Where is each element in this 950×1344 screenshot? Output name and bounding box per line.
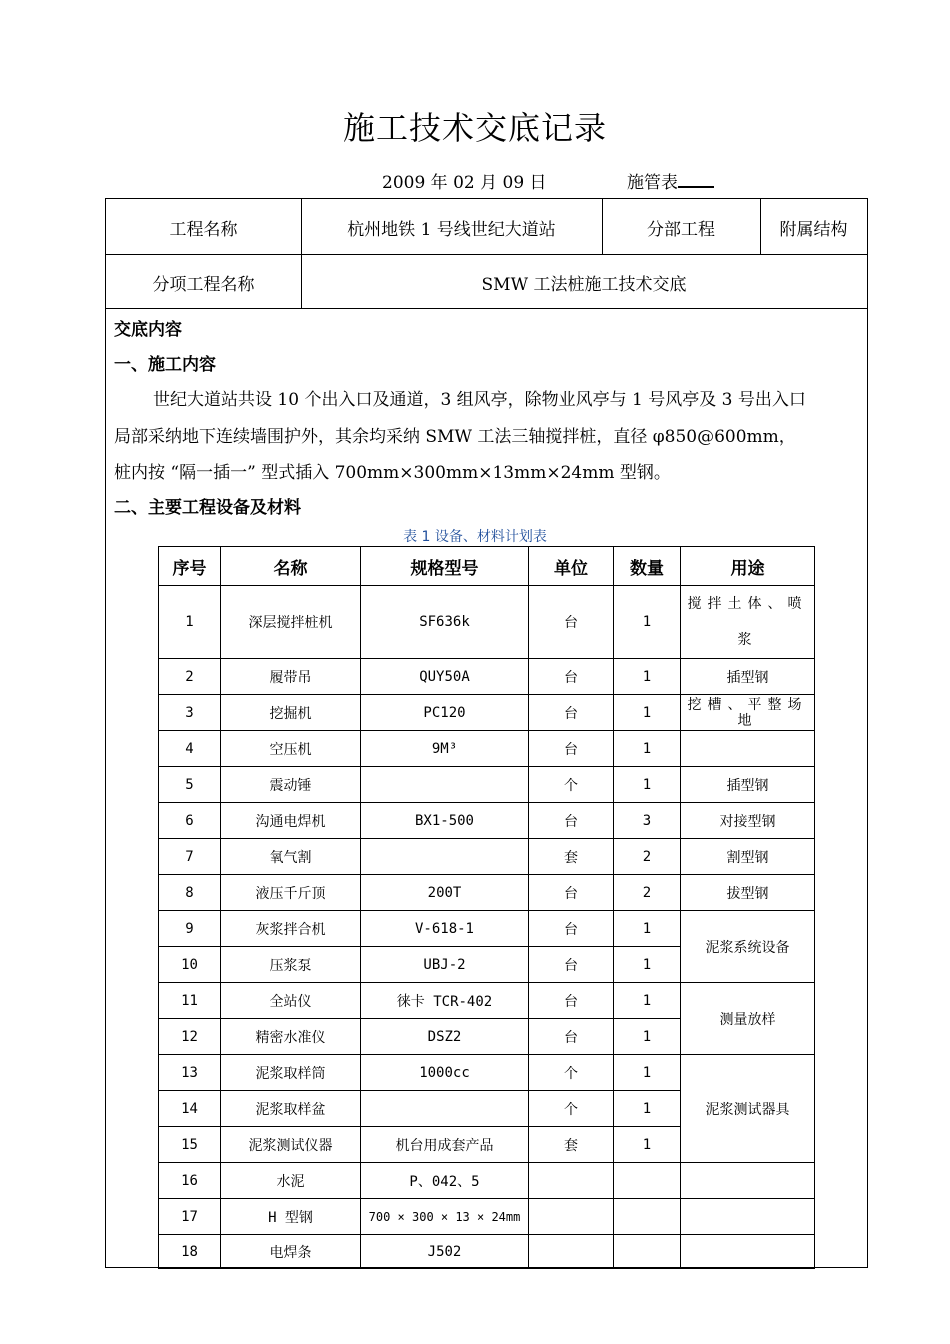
row-unit: 套 xyxy=(529,1127,614,1163)
row-usage: 插型钢 xyxy=(681,767,815,803)
row-name: H 型钢 xyxy=(221,1199,361,1235)
row-index: 5 xyxy=(159,767,221,803)
table-row xyxy=(159,1199,815,1235)
project-name-value: 杭州地铁 1 号线世纪大道站 xyxy=(347,220,556,240)
row-usage: 搅拌土体、喷浆 xyxy=(681,586,815,659)
row-name: 空压机 xyxy=(221,731,361,767)
table-row xyxy=(159,659,815,695)
row-qty: 1 xyxy=(614,947,681,983)
row-index: 4 xyxy=(159,731,221,767)
row-usage-merged: 泥浆系统设备 xyxy=(681,911,815,983)
subitem-value: SMW 工法桩施工技术交底 xyxy=(481,275,687,295)
row-qty xyxy=(614,1163,681,1199)
row-spec: BX1-500 xyxy=(361,803,529,839)
row-usage xyxy=(681,1199,815,1235)
row-spec: 机台用成套产品 xyxy=(361,1127,529,1163)
row-unit: 套 xyxy=(529,839,614,875)
row-index: 14 xyxy=(159,1091,221,1127)
row-spec: 9M³ xyxy=(361,731,529,767)
row-name: 全站仪 xyxy=(221,983,361,1019)
row-spec xyxy=(361,767,529,803)
row-spec: 徕卡 TCR-402 xyxy=(361,983,529,1019)
row-usage-merged: 测量放样 xyxy=(681,983,815,1055)
section-1-title: 一、施工内容 xyxy=(114,355,216,375)
row-usage: 割型钢 xyxy=(681,839,815,875)
table-row xyxy=(159,839,815,875)
row-usage: 拔型钢 xyxy=(681,875,815,911)
row-spec: J502 xyxy=(361,1235,529,1269)
row-spec xyxy=(361,839,529,875)
section-2-title: 二、主要工程设备及材料 xyxy=(114,498,301,518)
row-usage-merged: 泥浆测试器具 xyxy=(681,1055,815,1163)
row-usage: 插型钢 xyxy=(681,659,815,695)
table-row xyxy=(159,803,815,839)
row-unit: 个 xyxy=(529,1091,614,1127)
row-index: 13 xyxy=(159,1055,221,1091)
form-label-text: 施管表 xyxy=(627,173,678,193)
row-unit: 个 xyxy=(529,1055,614,1091)
row-unit: 台 xyxy=(529,695,614,731)
row-index: 8 xyxy=(159,875,221,911)
row-name: 氧气割 xyxy=(221,839,361,875)
row-name: 泥浆取样筒 xyxy=(221,1055,361,1091)
row-name: 深层搅拌桩机 xyxy=(221,586,361,659)
header-qty: 数量 xyxy=(614,547,681,586)
row-unit: 个 xyxy=(529,767,614,803)
row-qty: 1 xyxy=(614,586,681,659)
row-index: 18 xyxy=(159,1235,221,1269)
row-index: 11 xyxy=(159,983,221,1019)
row-name: 精密水准仪 xyxy=(221,1019,361,1055)
row-qty: 1 xyxy=(614,1019,681,1055)
row-name: 水泥 xyxy=(221,1163,361,1199)
header-usage: 用途 xyxy=(681,547,815,586)
section-1-line-1: 世纪大道站共设 10 个出入口及通道，3 组风亭，除物业风亭与 1 号风亭及 3 号出入口 xyxy=(153,390,806,410)
row-unit: 台 xyxy=(529,586,614,659)
row-index: 1 xyxy=(159,586,221,659)
row-spec: DSZ2 xyxy=(361,1019,529,1055)
row-qty: 3 xyxy=(614,803,681,839)
table-row xyxy=(159,1235,815,1269)
row-qty xyxy=(614,1199,681,1235)
row-qty: 1 xyxy=(614,731,681,767)
row-qty: 1 xyxy=(614,1055,681,1091)
header-spec: 规格型号 xyxy=(361,547,529,586)
row-spec: SF636k xyxy=(361,586,529,659)
row-qty: 1 xyxy=(614,659,681,695)
row-divider xyxy=(106,254,867,255)
row-spec: V-618-1 xyxy=(361,911,529,947)
row-spec xyxy=(361,1091,529,1127)
table-row xyxy=(159,695,815,731)
row-qty: 1 xyxy=(614,695,681,731)
row-spec: 1000cc xyxy=(361,1055,529,1091)
table-row xyxy=(159,767,815,803)
row-name: 挖掘机 xyxy=(221,695,361,731)
row-index: 7 xyxy=(159,839,221,875)
table-row xyxy=(159,911,815,947)
header-name: 名称 xyxy=(221,547,361,586)
row-qty: 1 xyxy=(614,983,681,1019)
table-caption: 表 1 设备、材料计划表 xyxy=(403,529,547,545)
row-spec: UBJ-2 xyxy=(361,947,529,983)
row-unit: 台 xyxy=(529,659,614,695)
row-unit: 台 xyxy=(529,803,614,839)
section-1-line-2: 局部采纳地下连续墙围护外，其余均采纳 SMW 工法三轴搅拌桩，直径 φ850@600mm， xyxy=(114,427,796,447)
row-index: 12 xyxy=(159,1019,221,1055)
document-title: 施工技术交底记录 xyxy=(342,109,607,147)
header-unit: 单位 xyxy=(529,547,614,586)
row-unit: 台 xyxy=(529,875,614,911)
equipment-table xyxy=(158,546,815,1269)
row-qty: 1 xyxy=(614,767,681,803)
project-name-label: 工程名称 xyxy=(169,220,238,240)
row-unit xyxy=(529,1235,614,1269)
row-index: 16 xyxy=(159,1163,221,1199)
row-index: 6 xyxy=(159,803,221,839)
form-number-blank xyxy=(678,172,714,188)
row-name: 灰浆拌合机 xyxy=(221,911,361,947)
division-label: 分部工程 xyxy=(647,220,715,240)
row-name: 压浆泵 xyxy=(221,947,361,983)
row-unit: 台 xyxy=(529,947,614,983)
row-divider xyxy=(106,308,867,309)
table-row xyxy=(159,983,815,1019)
row-qty xyxy=(614,1235,681,1269)
row-index: 9 xyxy=(159,911,221,947)
section-1-line-3: 桩内按 “隔一插一” 型式插入 700mm×300mm×13mm×24mm 型钢。 xyxy=(114,463,671,483)
row-index: 2 xyxy=(159,659,221,695)
row-spec: QUY50A xyxy=(361,659,529,695)
row-name: 履带吊 xyxy=(221,659,361,695)
table-row xyxy=(159,1163,815,1199)
form-number-label xyxy=(627,168,714,193)
row-unit xyxy=(529,1163,614,1199)
record-date: 2009 年 02 月 09 日 xyxy=(382,173,547,193)
row-name: 泥浆取样盆 xyxy=(221,1091,361,1127)
row-qty: 2 xyxy=(614,839,681,875)
table-row xyxy=(159,875,815,911)
row-usage: 对接型钢 xyxy=(681,803,815,839)
row-name: 液压千斤顶 xyxy=(221,875,361,911)
row-qty: 1 xyxy=(614,1091,681,1127)
row-spec: P、042、5 xyxy=(361,1163,529,1199)
row-usage xyxy=(681,1163,815,1199)
row-name: 震动锤 xyxy=(221,767,361,803)
table-row xyxy=(159,1055,815,1091)
header-index: 序号 xyxy=(159,547,221,586)
table-row xyxy=(159,731,815,767)
division-value: 附属结构 xyxy=(779,220,848,240)
row-qty: 1 xyxy=(614,1127,681,1163)
table-row xyxy=(159,586,815,659)
row-unit: 台 xyxy=(529,983,614,1019)
row-unit: 台 xyxy=(529,911,614,947)
row-usage xyxy=(681,731,815,767)
row-name: 泥浆测试仪器 xyxy=(221,1127,361,1163)
row-usage: 挖槽、平整场地 xyxy=(681,695,815,731)
row-spec: 700 × 300 × 13 × 24mm xyxy=(361,1199,529,1235)
subitem-label: 分项工程名称 xyxy=(152,275,255,295)
row-usage xyxy=(681,1235,815,1269)
row-qty: 2 xyxy=(614,875,681,911)
row-unit xyxy=(529,1199,614,1235)
row-unit: 台 xyxy=(529,1019,614,1055)
row-name: 沟通电焊机 xyxy=(221,803,361,839)
content-heading: 交底内容 xyxy=(114,320,182,340)
row-index: 15 xyxy=(159,1127,221,1163)
row-spec: PC120 xyxy=(361,695,529,731)
row-unit: 台 xyxy=(529,731,614,767)
row-index: 3 xyxy=(159,695,221,731)
table-header-row xyxy=(159,547,815,586)
row-name: 电焊条 xyxy=(221,1235,361,1269)
row-qty: 1 xyxy=(614,911,681,947)
row-spec: 200T xyxy=(361,875,529,911)
row-index: 17 xyxy=(159,1199,221,1235)
row-index: 10 xyxy=(159,947,221,983)
